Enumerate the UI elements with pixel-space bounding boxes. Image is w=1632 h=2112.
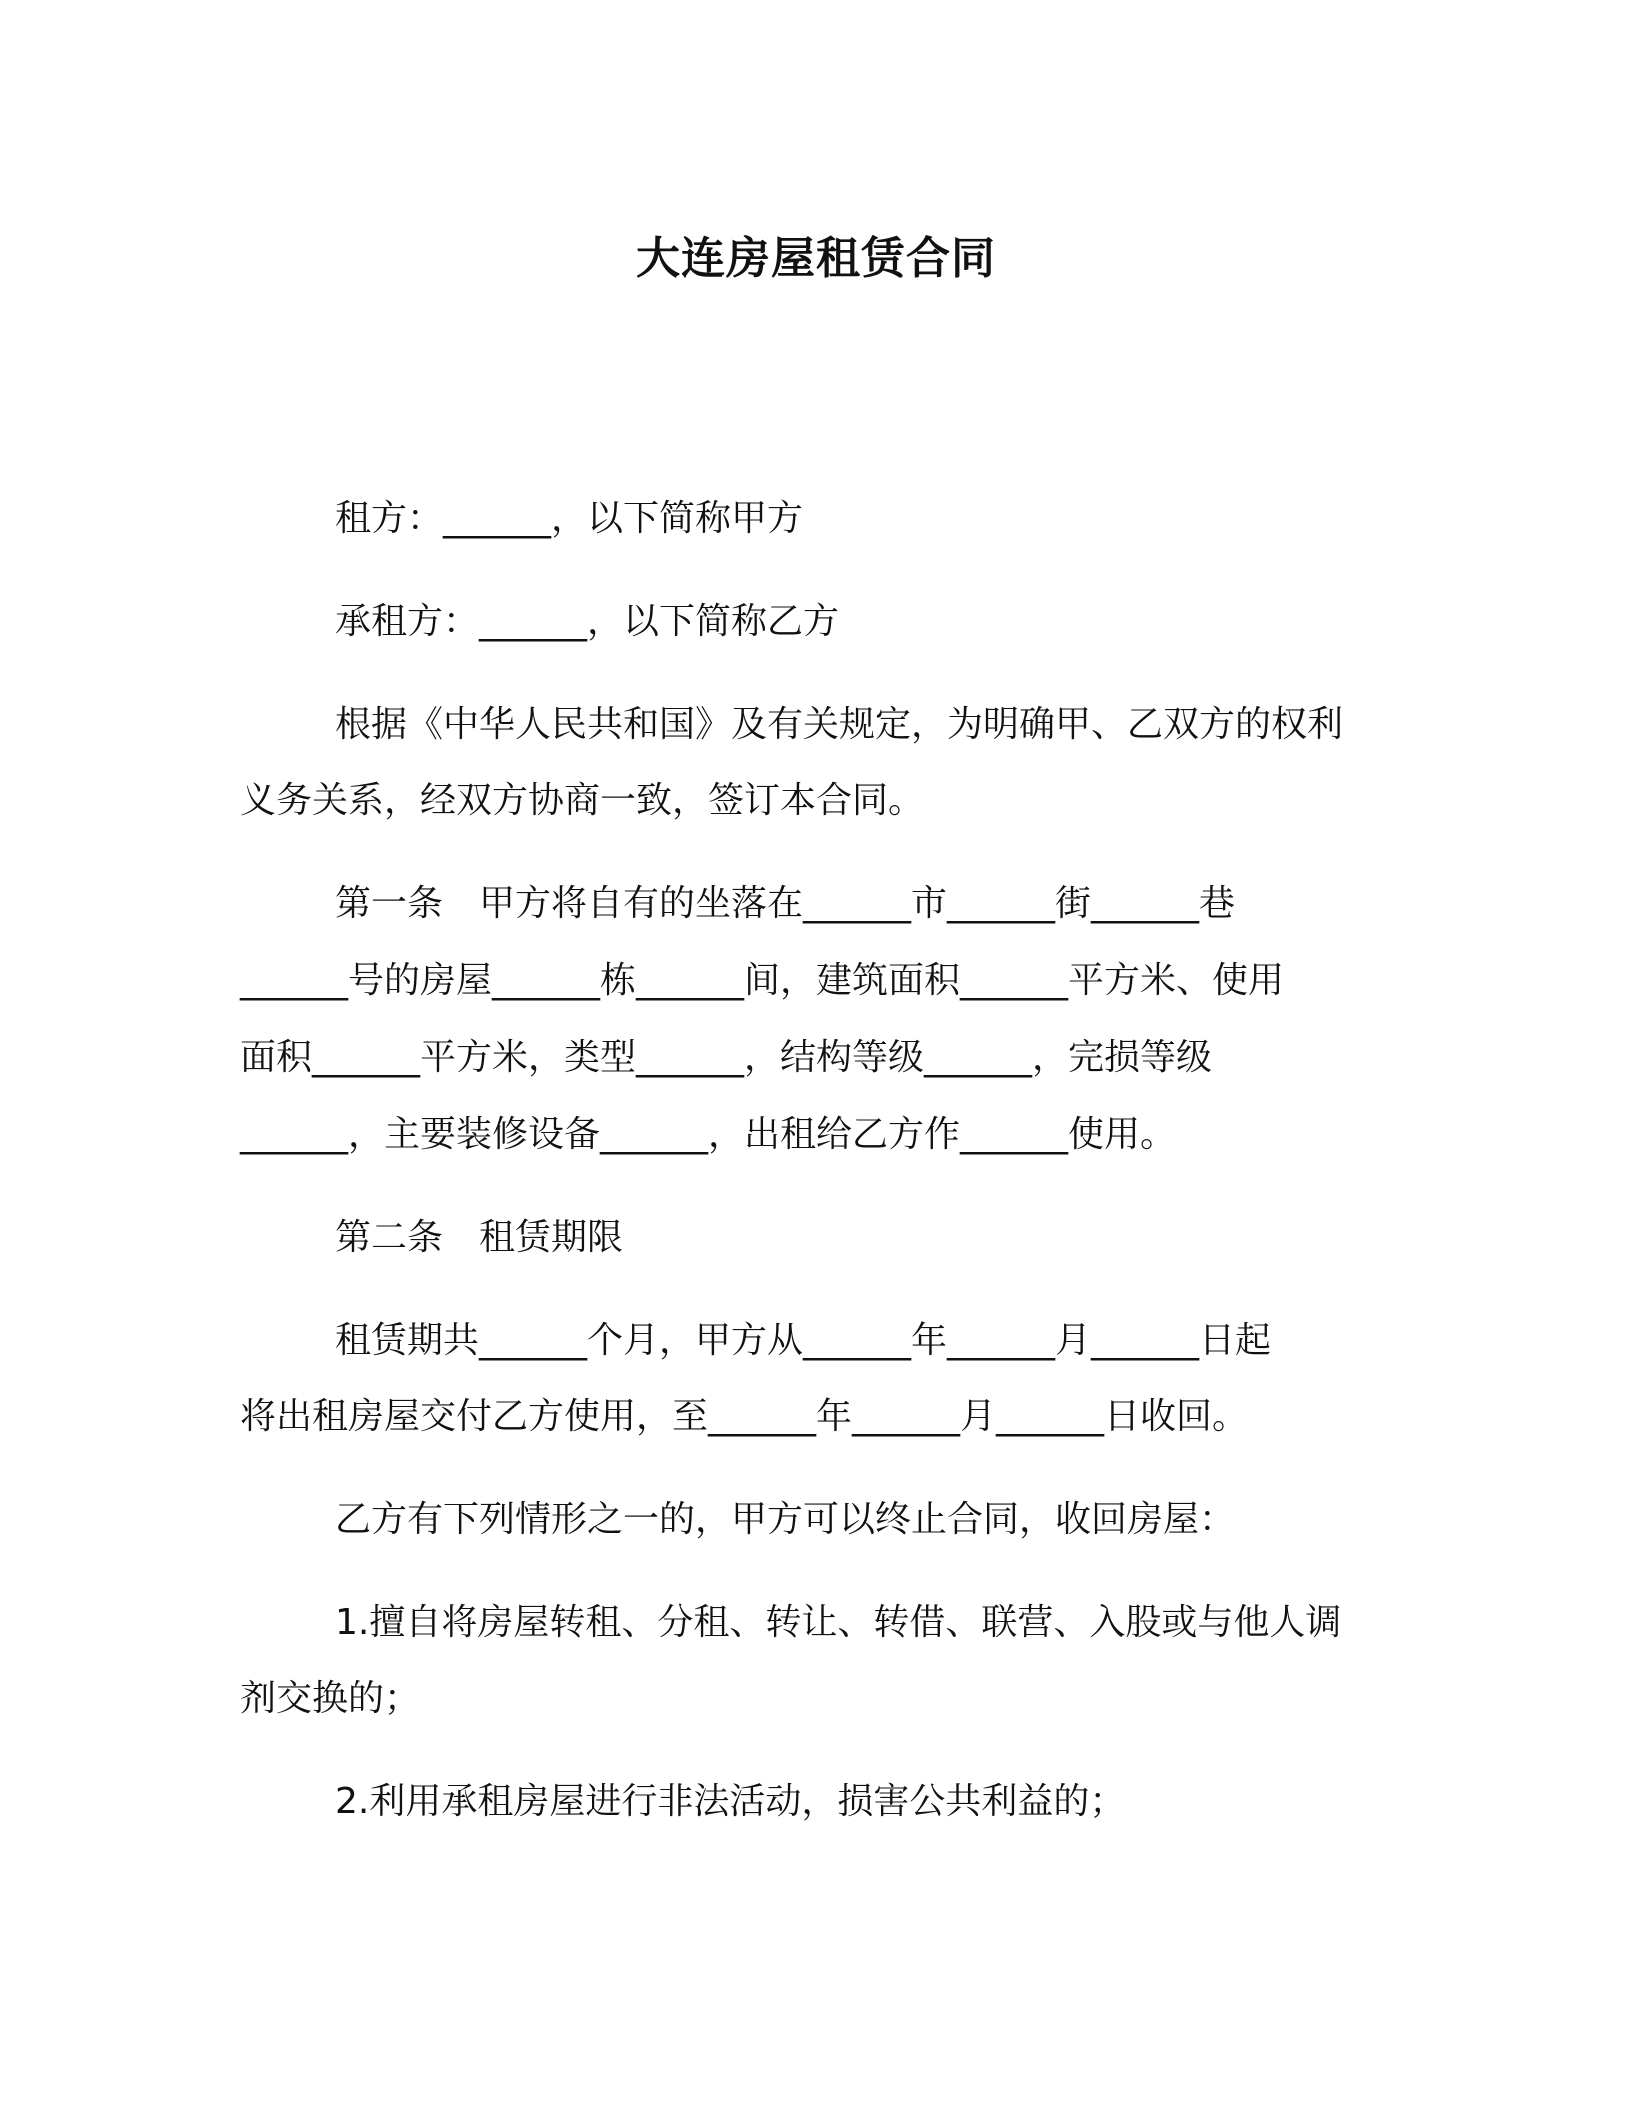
termination-intro: 乙方有下列情形之一的，甲方可以终止合同，收回房屋： bbox=[335, 1499, 1236, 1540]
article2-line-2: 将出租房屋交付乙方使用，至______年______月______日收回。 bbox=[240, 1396, 1249, 1437]
page-title: 大连房屋租赁合同 bbox=[636, 233, 996, 284]
termination-item1-line-2: 剂交换的； bbox=[240, 1678, 421, 1719]
article1-line-3: 面积______平方米，类型______，结构等级______，完损等级 bbox=[240, 1037, 1213, 1078]
lessee-line: 承租方：______，以下简称乙方 bbox=[335, 601, 840, 642]
termination-item1-line-1: 1.擅自将房屋转租、分租、转让、转借、联营、入股或与他人调 bbox=[335, 1602, 1342, 1643]
article1-line-1: 第一条 甲方将自有的坐落在______市______街______巷 bbox=[335, 883, 1236, 924]
article2-heading: 第二条 租赁期限 bbox=[335, 1217, 624, 1258]
lessor-line: 租方：______，以下简称甲方 bbox=[335, 498, 804, 539]
article1-line-2: ______号的房屋______栋______间，建筑面积______平方米、使用 bbox=[240, 960, 1285, 1001]
preamble-line-1: 根据《中华人民共和国》及有关规定，为明确甲、乙双方的权利 bbox=[335, 704, 1344, 745]
article1-line-4: ______，主要装修设备______，出租给乙方作______使用。 bbox=[240, 1114, 1177, 1155]
preamble-line-2: 义务关系，经双方协商一致，签订本合同。 bbox=[240, 780, 925, 821]
termination-item2: 2.利用承租房屋进行非法活动，损害公共利益的； bbox=[335, 1781, 1126, 1822]
article2-line-1: 租赁期共______个月，甲方从______年______月______日起 bbox=[335, 1320, 1272, 1361]
